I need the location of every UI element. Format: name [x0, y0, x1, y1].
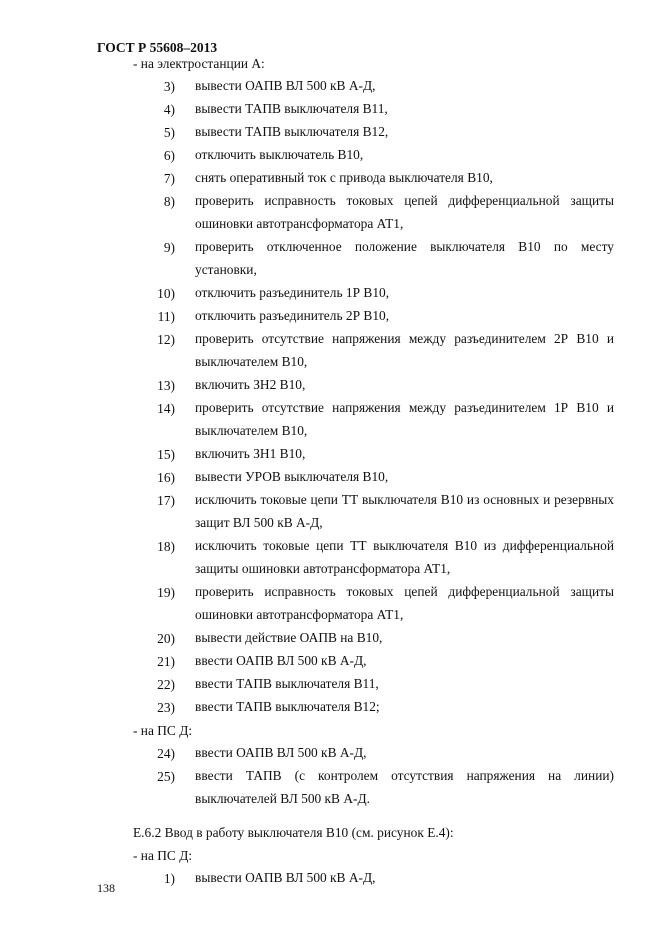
item-number: 25) [157, 769, 175, 784]
item-text-line1: исключить токовые цепи ТТ выключателя В10 из дифференциальной [195, 538, 614, 553]
item-number: 24) [157, 746, 175, 761]
subsection-heading: Е.6.2 Ввод в работу выключателя В10 (см. рисунок Е.4): [133, 825, 454, 840]
item-text: вывести ОАПВ ВЛ 500 кВ А-Д, [195, 870, 376, 885]
item-text: включить ЗН1 В10, [195, 446, 306, 461]
item-text-line2: установки, [195, 262, 257, 277]
item-number: 20) [157, 631, 175, 646]
item-text: ввести ОАПВ ВЛ 500 кВ А-Д, [195, 745, 367, 760]
item-text-line1: проверить исправность токовых цепей дифференциальной защиты [195, 193, 614, 208]
page-number: 138 [97, 881, 115, 895]
item-text: включить ЗН2 В10, [195, 377, 306, 392]
item-number: 4) [163, 102, 175, 117]
item-text-line2: выключателей ВЛ 500 кВ А-Д. [195, 791, 370, 806]
item-number: 7) [163, 171, 175, 186]
item-number: 3) [163, 79, 175, 94]
item-text: вывести ТАПВ выключателя В12, [195, 124, 389, 139]
item-number: 21) [157, 654, 175, 669]
item-text: снять оперативный ток с привода выключателя В10, [195, 170, 493, 185]
item-text: отключить выключатель В10, [195, 147, 364, 162]
item-number: 18) [157, 539, 175, 554]
item-text: вывести ТАПВ выключателя В11, [195, 101, 388, 116]
item-number: 17) [157, 493, 175, 508]
item-text-line1: проверить исправность токовых цепей дифференциальной защиты [195, 584, 614, 599]
item-number: 22) [157, 677, 175, 692]
item-text-line2: ошиновки автотрансформатора АТ1, [195, 216, 404, 231]
item-text-line1: проверить отсутствие напряжения между разъединителем 1Р В10 и [195, 400, 614, 415]
item-number: 5) [163, 125, 175, 140]
item-text-line1: исключить токовые цепи ТТ выключателя В10 из основных и резервных [195, 492, 614, 507]
document-header: ГОСТ Р 55608–2013 [97, 40, 218, 55]
item-text: отключить разъединитель 2Р В10, [195, 308, 390, 323]
item-text: вывести действие ОАПВ на В10, [195, 630, 383, 645]
item-text: ввести ТАПВ выключателя В12; [195, 699, 380, 714]
item-text: ввести ТАПВ выключателя В11, [195, 676, 379, 691]
item-text: вывести ОАПВ ВЛ 500 кВ А-Д, [195, 78, 376, 93]
item-number: 12) [157, 332, 175, 347]
item-text-line2: выключателем В10, [195, 423, 308, 438]
item-text-line2: защиты ошиновки автотрансформатора АТ1, [195, 561, 451, 576]
item-number: 9) [163, 240, 175, 255]
item-number: 19) [157, 585, 175, 600]
item-text-line2: выключателем В10, [195, 354, 308, 369]
item-text: вывести УРОВ выключателя В10, [195, 469, 389, 484]
item-number: 23) [157, 700, 175, 715]
section-label-station-a: - на электростанции А: [133, 56, 265, 71]
item-text-line1: проверить отключенное положение выключателя В10 по месту [195, 239, 614, 254]
item-number: 14) [157, 401, 175, 416]
item-text-line2: ошиновки автотрансформатора АТ1, [195, 607, 404, 622]
section-label-substation-d-2: - на ПС Д: [133, 848, 193, 863]
item-text: отключить разъединитель 1Р В10, [195, 285, 390, 300]
item-number: 1) [163, 871, 175, 886]
item-number: 11) [157, 309, 175, 324]
item-number: 8) [163, 194, 175, 209]
item-number: 16) [157, 470, 175, 485]
item-text: ввести ОАПВ ВЛ 500 кВ А-Д, [195, 653, 367, 668]
item-number: 15) [157, 447, 175, 462]
item-text-line2: защит ВЛ 500 кВ А-Д, [195, 515, 323, 530]
item-number: 6) [163, 148, 175, 163]
section-label-substation-d: - на ПС Д: [133, 723, 193, 738]
item-number: 10) [157, 286, 175, 301]
item-text-line1: проверить отсутствие напряжения между разъединителем 2Р В10 и [195, 331, 614, 346]
item-text-line1: ввести ТАПВ (с контролем отсутствия напряжения на линии) [195, 768, 614, 783]
item-number: 13) [157, 378, 175, 393]
